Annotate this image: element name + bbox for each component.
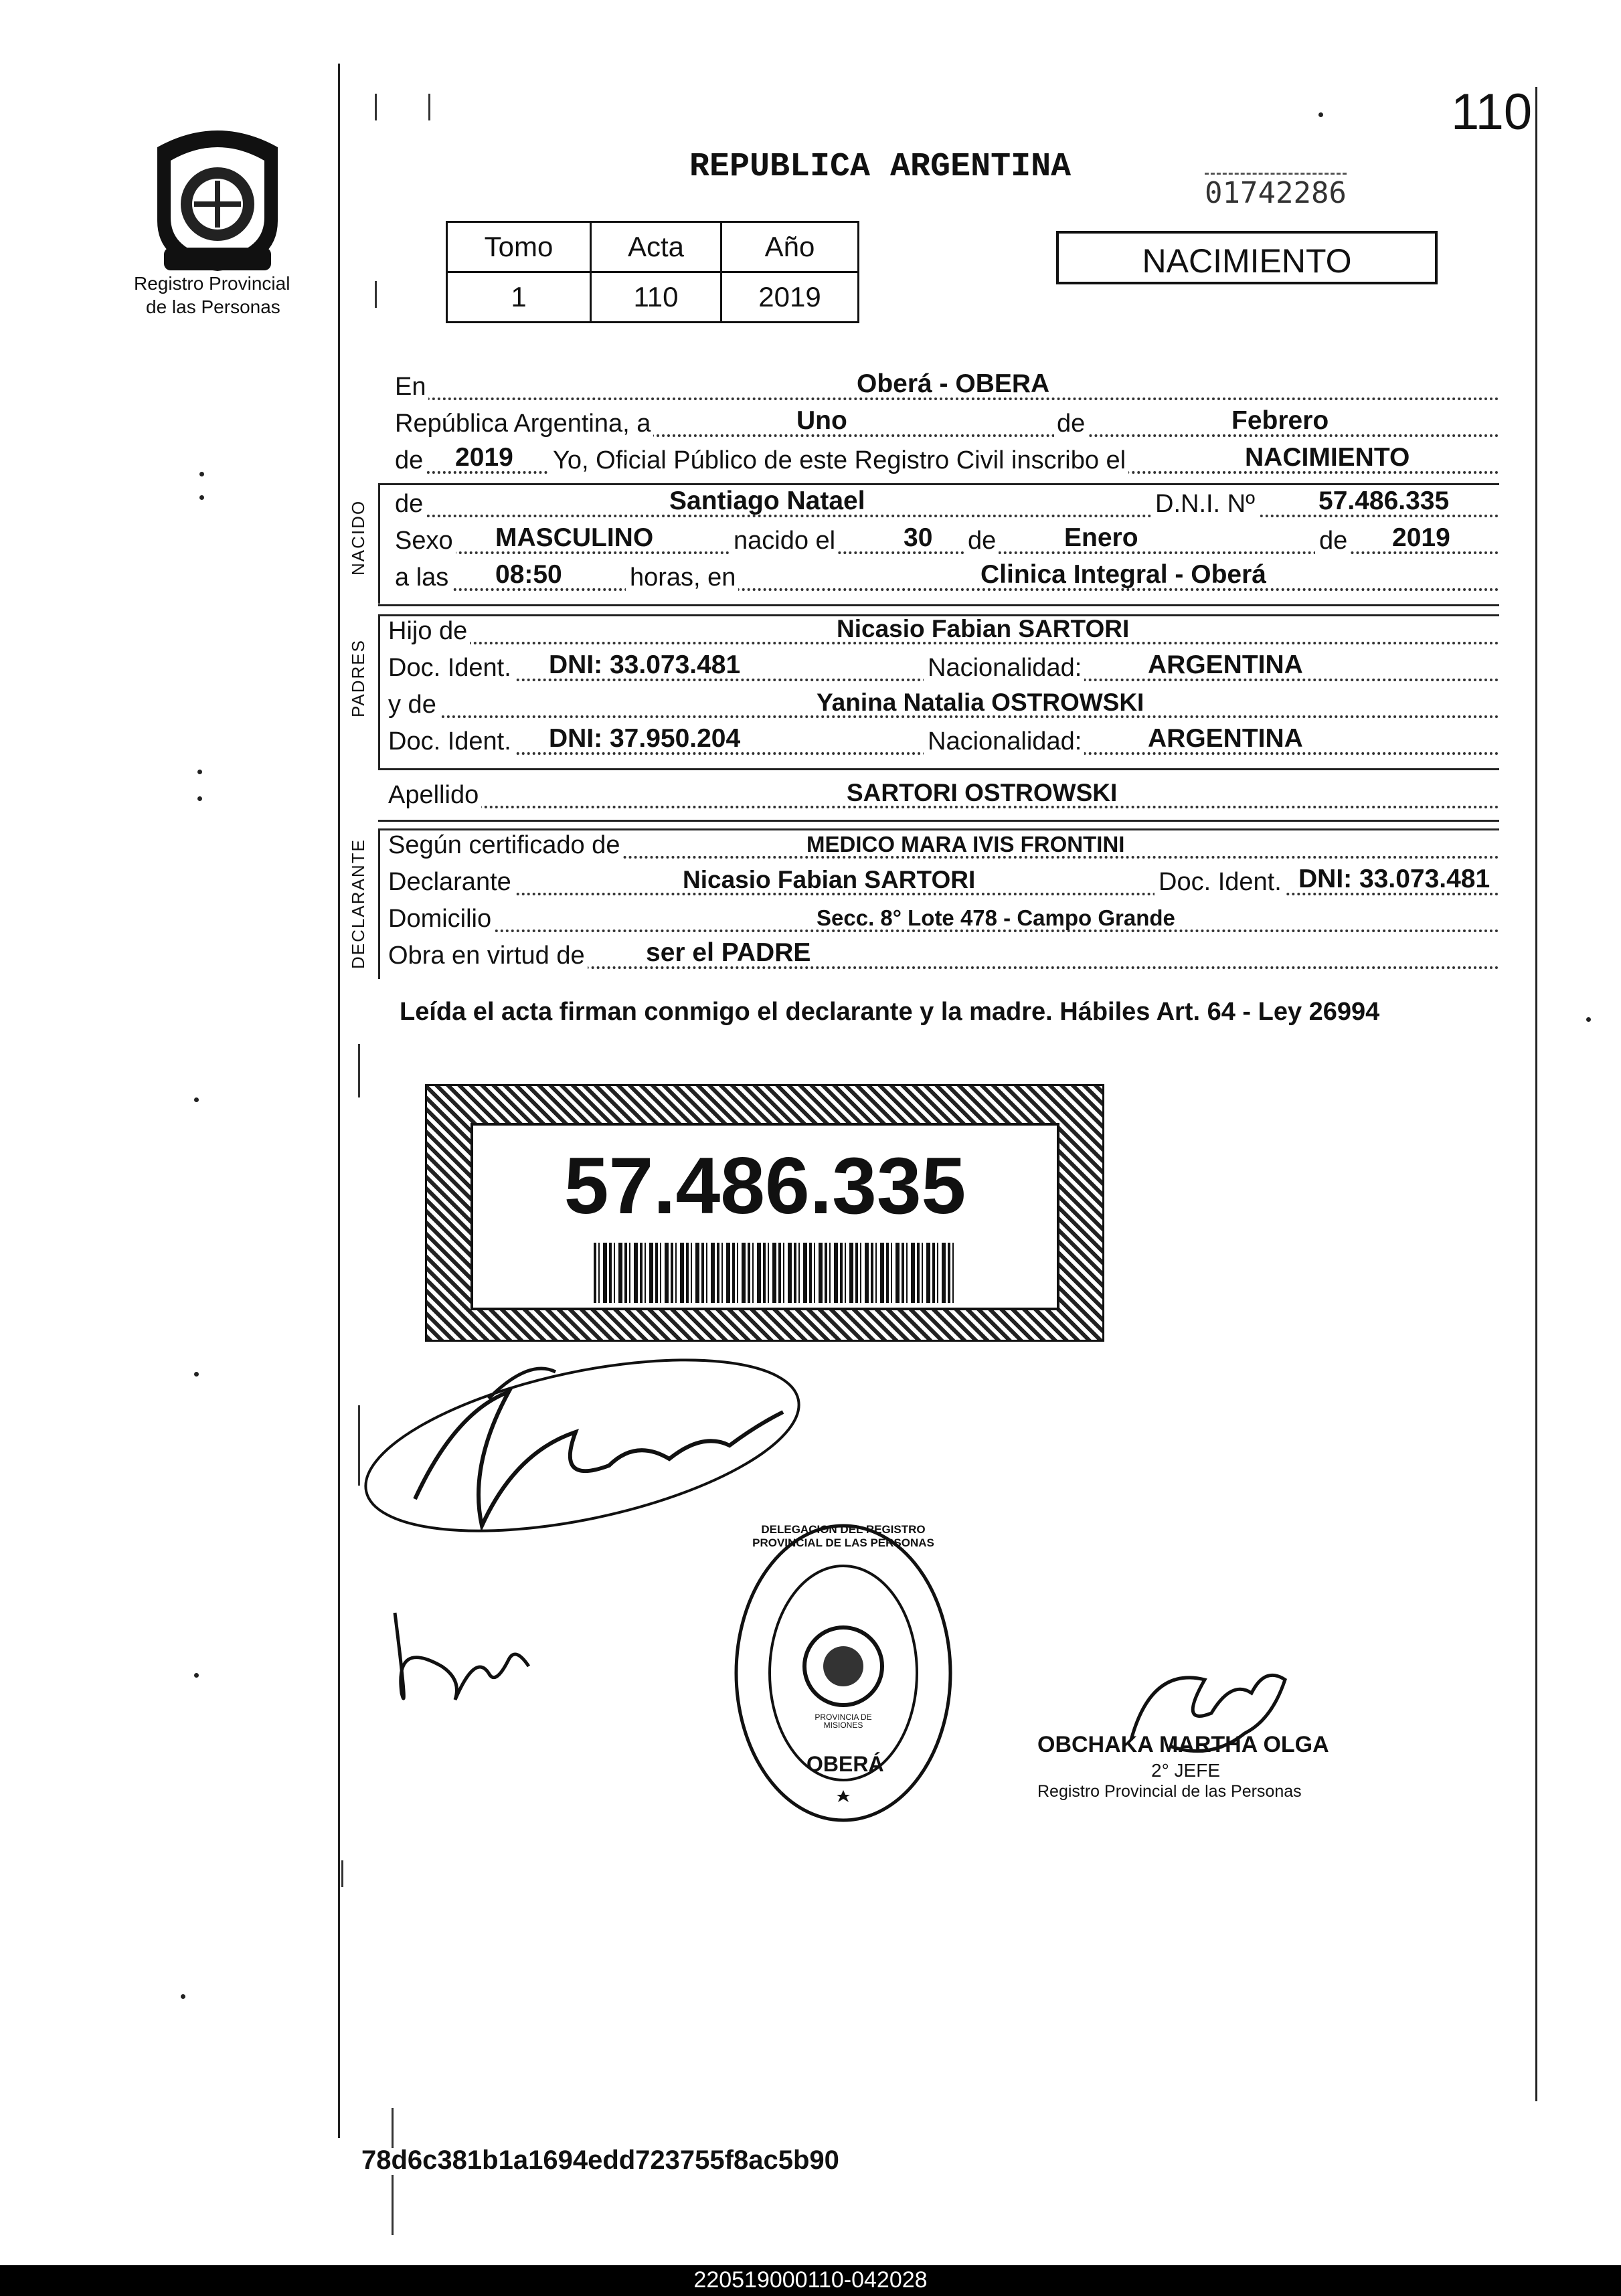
field-sex-birth: [395, 523, 1499, 558]
label-nacionalidad-father: Nacionalidad:: [924, 654, 1084, 683]
label-segun-certificado: Según certificado de: [388, 831, 622, 860]
official-office: Registro Provincial de las Personas: [1037, 1782, 1302, 1801]
label-nacido-el: nacido el: [730, 527, 838, 555]
scan-dot: [194, 1097, 199, 1102]
scan-dot: [181, 1994, 185, 1999]
field-mother: [388, 689, 1499, 722]
value-year: 2019: [455, 443, 513, 472]
field-date: [395, 406, 1499, 441]
scan-dot: [194, 1673, 199, 1678]
label-apellido: Apellido: [388, 781, 481, 810]
field-time-place: [395, 560, 1499, 595]
field-place: [395, 369, 1499, 404]
stamp-ring-text: DELEGACION DEL REGISTRO PROVINCIAL DE LAS PERSONAS: [752, 1523, 934, 1549]
right-margin-line: [1535, 87, 1537, 2101]
rule-padres: [378, 768, 1499, 770]
tomo-acta-ano-table: [446, 221, 859, 323]
section-padres-line: [378, 614, 380, 768]
value-sex: MASCULINO: [495, 523, 654, 552]
scan-mark: [358, 1405, 360, 1486]
section-declarante: DECLARANTE: [348, 838, 368, 969]
label-a-las: a las: [395, 563, 451, 592]
label-obra-en-virtud: Obra en virtud de: [388, 942, 588, 970]
label-nacionalidad-mother: Nacionalidad:: [924, 727, 1084, 756]
value-certificate: MEDICO MARA IVIS FRONTINI: [806, 832, 1125, 857]
scan-mark: [341, 1860, 343, 1887]
scan-mark: [375, 94, 377, 120]
value-birth-place: Clinica Integral - Oberá: [980, 560, 1266, 589]
field-year-act: [395, 443, 1499, 478]
field-by-virtue: [388, 938, 1499, 973]
mother-signature: [381, 1586, 542, 1727]
scan-dot: [199, 495, 204, 500]
section-nacido-line: [378, 483, 380, 604]
label-horas-en: horas, en: [626, 563, 738, 592]
label-republica: República Argentina, a: [395, 410, 653, 438]
field-mother-doc: [388, 724, 1499, 759]
value-day: Uno: [796, 406, 847, 435]
ano-value: 2019: [721, 272, 859, 323]
label-hijo-de: Hijo de: [388, 617, 470, 646]
value-mother-nationality: ARGENTINA: [1148, 724, 1303, 753]
rule-declarante-top: [378, 828, 1499, 830]
misiones-seal-logo: [144, 120, 291, 274]
value-address: Secc. 8° Lote 478 - Campo Grande: [817, 905, 1175, 930]
scan-dot: [1586, 1017, 1591, 1022]
field-surname: [388, 779, 1499, 812]
value-month: Febrero: [1231, 406, 1329, 435]
field-declarant: [388, 865, 1499, 899]
dni-barcode: [594, 1243, 955, 1303]
label-de-month: de: [1054, 410, 1088, 438]
rule-top: [378, 483, 1499, 485]
left-margin-line: [338, 64, 340, 2138]
label-domicilio: Domicilio: [388, 905, 494, 934]
footer-code: 220519000110-042028: [693, 2267, 928, 2293]
label-yo-oficial: Yo, Oficial Público de este Registro Civil inscribo el: [549, 446, 1128, 475]
rule-apellido: [378, 820, 1499, 822]
label-y-de: y de: [388, 691, 439, 719]
section-padres: PADRES: [348, 639, 368, 717]
label-de-child: de: [395, 490, 426, 519]
scan-dot: [197, 796, 202, 801]
registry-name-line1: Registro Provincial: [134, 273, 290, 294]
label-declarante: Declarante: [388, 868, 514, 897]
value-declarant-doc: DNI: 33.073.481: [1298, 865, 1490, 893]
section-nacido: NACIDO: [348, 499, 368, 576]
registry-name-line2: de las Personas: [146, 296, 280, 317]
value-birth-month: Enero: [1064, 523, 1138, 552]
field-address: [388, 907, 1499, 936]
document-type: NACIMIENTO: [1142, 242, 1352, 280]
page-number: 110: [1451, 84, 1533, 141]
label-en: En: [395, 373, 428, 402]
value-place: Oberá - OBERA: [857, 369, 1050, 398]
dni-sticker: [425, 1084, 1104, 1342]
field-child: [395, 487, 1499, 521]
value-mother-name: Yanina Natalia OSTROWSKI: [817, 689, 1144, 716]
stamp-seal-text: PROVINCIA DE MISIONES: [815, 1712, 872, 1730]
field-certificate: [388, 833, 1499, 863]
label-de-year: de: [395, 446, 426, 475]
rule-nacido: [378, 604, 1499, 606]
closing-text: Leída el acta firman conmigo el declarante y la madre. Hábiles Art. 64 - Ley 26994: [400, 998, 1380, 1026]
ano-header: Año: [721, 222, 859, 272]
official-name: OBCHAKA MARTHA OLGA: [1037, 1732, 1329, 1757]
label-doc-ident-mother: Doc. Ident.: [388, 727, 514, 756]
serial-number: 01742286: [1205, 173, 1347, 208]
value-father-name: Nicasio Fabian SARTORI: [837, 615, 1130, 642]
value-act-type: NACIMIENTO: [1245, 443, 1410, 472]
label-doc-ident-declarant: Doc. Ident.: [1155, 868, 1284, 897]
acta-header: Acta: [591, 222, 721, 272]
value-birth-day: 30: [904, 523, 933, 552]
label-de-birth-month: de: [964, 527, 999, 555]
field-father-doc: [388, 650, 1499, 685]
label-de-birth-year: de: [1315, 527, 1350, 555]
footer-bar: [0, 2265, 1621, 2296]
value-child-dni: 57.486.335: [1318, 487, 1450, 515]
official-role: 2° JEFE: [1151, 1760, 1221, 1781]
scan-dot: [194, 1372, 199, 1377]
label-doc-ident-father: Doc. Ident.: [388, 654, 514, 683]
scan-dot: [197, 770, 202, 774]
scan-mark: [358, 1044, 360, 1097]
value-by-virtue: ser el PADRE: [646, 938, 811, 967]
stamp-city: OBERÁ: [806, 1752, 884, 1776]
scan-mark: [392, 2108, 394, 2148]
field-father: [388, 615, 1499, 648]
value-father-nationality: ARGENTINA: [1148, 650, 1303, 679]
value-birth-time: 08:50: [495, 560, 562, 589]
scan-dot: [199, 472, 204, 476]
tomo-value: 1: [447, 272, 591, 323]
dni-sticker-panel: [471, 1123, 1059, 1310]
scan-mark: [428, 94, 430, 120]
scan-mark: [392, 2175, 394, 2235]
document-title: REPUBLICA ARGENTINA: [689, 148, 1072, 186]
document-hash: 78d6c381b1a1694edd723755f8ac5b90: [361, 2145, 839, 2175]
value-father-doc: DNI: 33.073.481: [549, 650, 741, 679]
section-declarante-line: [378, 828, 380, 979]
acta-value: 110: [591, 272, 721, 323]
value-mother-doc: DNI: 37.950.204: [549, 724, 741, 753]
label-dni-no: D.N.I. Nº: [1151, 490, 1258, 519]
value-child-name: Santiago Natael: [669, 487, 865, 515]
value-declarant-name: Nicasio Fabian SARTORI: [683, 866, 976, 893]
scan-mark: [375, 281, 377, 308]
scan-dot: [1318, 112, 1323, 117]
document-type-box: [1056, 231, 1438, 284]
value-surname: SARTORI OSTROWSKI: [847, 779, 1118, 806]
tomo-header: Tomo: [447, 222, 591, 272]
label-sexo: Sexo: [395, 527, 456, 555]
value-birth-year: 2019: [1392, 523, 1450, 552]
dni-sticker-number: 57.486.335: [564, 1141, 966, 1231]
delegation-stamp: [730, 1519, 957, 1827]
